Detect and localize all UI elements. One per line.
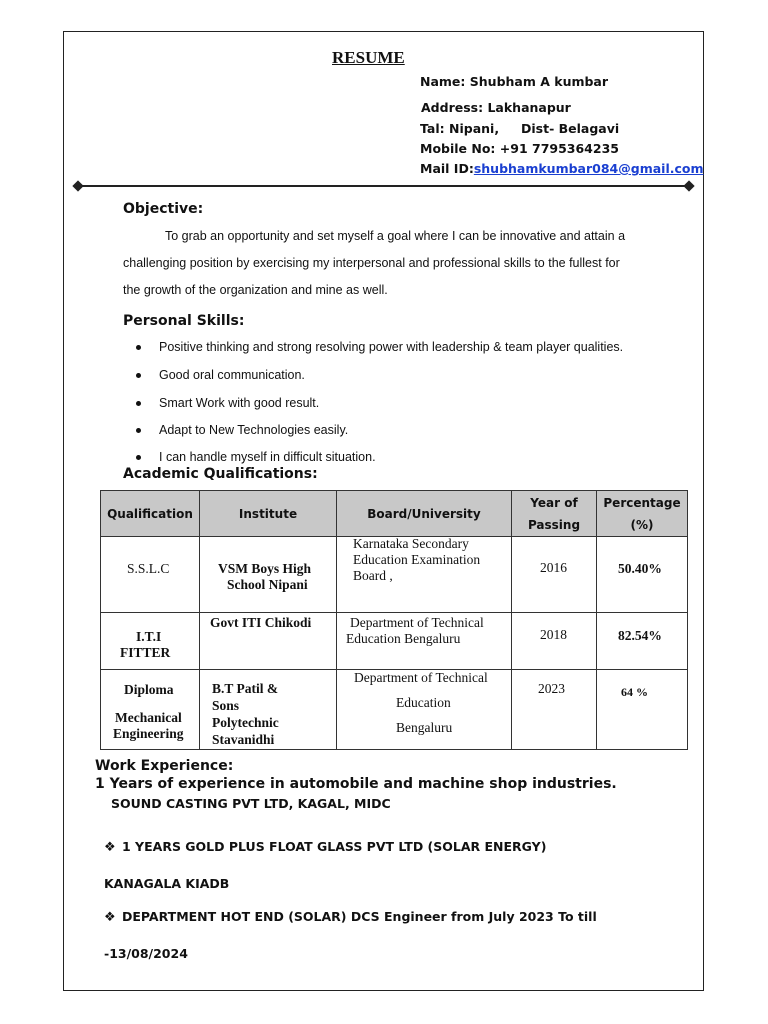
work-experience-summary: 1 Years of experience in automobile and machine shop industries.: [95, 776, 617, 792]
cell-qualification: S.S.L.C: [101, 537, 200, 613]
contact-tal: [420, 121, 499, 136]
cell-institute: VSM Boys High School Nipani: [200, 537, 337, 613]
cell-board: Department of Technical Education Bengaluru: [337, 613, 512, 670]
cell-board: Karnataka Secondary Education Examination Board ,: [337, 537, 512, 613]
company-sound-casting: SOUND CASTING PVT LTD, KAGAL, MIDC: [111, 796, 391, 811]
contact-mobile: [420, 141, 619, 156]
objective-line-2: challenging position by exercising my interpersonal and professional skills to the fullest for: [123, 256, 620, 270]
mobile-value: +91 7795364235: [499, 141, 619, 156]
cell-percentage: 50.40%: [597, 537, 688, 613]
cell-qualification: Diploma Mechanical Engineering: [101, 670, 200, 750]
header-board: Board/University: [337, 491, 512, 537]
bullet-icon: [136, 401, 141, 406]
cell-year: 2018: [512, 613, 597, 670]
contact-mail: [420, 161, 704, 176]
name-value: Shubham A kumbar: [469, 74, 609, 89]
header-qualification: Qualification: [101, 491, 200, 537]
contact-dist: [521, 121, 619, 136]
tal-value: Nipani,: [449, 121, 500, 136]
diamond-bullet-icon: ❖: [104, 910, 116, 925]
personal-skills-heading: Personal Skills:: [123, 313, 245, 329]
name-label: Name:: [420, 74, 466, 89]
work-location: KANAGALA KIADB: [104, 876, 230, 891]
dist-label: Dist-: [521, 121, 555, 136]
table-row: [101, 537, 688, 613]
objective-line-3: the growth of the organization and mine as well.: [123, 283, 388, 297]
objective-line-1: To grab an opportunity and set myself a goal where I can be innovative and attain a: [165, 229, 626, 243]
mobile-label: Mobile No:: [420, 141, 496, 156]
cell-year: 2016: [512, 537, 597, 613]
skill-item: Good oral communication.: [159, 368, 305, 382]
tal-label: Tal:: [420, 121, 445, 136]
resume-title: RESUME: [332, 48, 405, 67]
header-year: Year of Passing: [512, 491, 597, 537]
work-experience-heading: Work Experience:: [95, 758, 234, 774]
skill-item: Positive thinking and strong resolving power with leadership & team player qualities.: [159, 340, 624, 354]
address-value: Lakhanapur: [487, 100, 571, 115]
skill-item: I can handle myself in difficult situation.: [159, 450, 376, 464]
mail-label: Mail ID:: [420, 161, 474, 176]
work-end-date: -13/08/2024: [104, 946, 188, 961]
skill-item: Smart Work with good result.: [159, 396, 320, 410]
bullet-icon: [136, 373, 141, 378]
cell-percentage: 64 %: [597, 670, 688, 750]
horizontal-divider: [77, 185, 690, 187]
diamond-bullet-icon: ❖: [104, 840, 116, 855]
skill-item: Adapt to New Technologies easily.: [159, 423, 349, 437]
dist-value: Belagavi: [558, 121, 620, 136]
cell-qualification: I.T.I FITTER: [101, 613, 200, 670]
table-header-row: [101, 491, 688, 537]
cell-year: 2023: [512, 670, 597, 750]
cell-percentage: 82.54%: [597, 613, 688, 670]
cell-board: Department of Technical Education Bengaluru: [337, 670, 512, 750]
contact-address: [421, 100, 571, 115]
contact-name: [420, 74, 608, 89]
address-label: Address:: [421, 100, 484, 115]
bullet-icon: [136, 345, 141, 350]
cell-institute: B.T Patil & Sons Polytechnic Stavanidhi: [200, 670, 337, 750]
work-item-department: ❖ DEPARTMENT HOT END (SOLAR) DCS Engineer from July 2023 To till: [104, 909, 597, 925]
academic-table: [100, 490, 688, 750]
academic-heading: Academic Qualifications:: [123, 466, 318, 482]
header-institute: Institute: [200, 491, 337, 537]
bullet-icon: [136, 428, 141, 433]
work-item-gold-plus: ❖ 1 YEARS GOLD PLUS FLOAT GLASS PVT LTD (SOLAR ENERGY): [104, 839, 547, 855]
table-row: [101, 670, 688, 750]
email-link[interactable]: shubhamkumbar084@gmail.com: [473, 161, 704, 176]
objective-heading: Objective:: [123, 201, 204, 217]
bullet-icon: [136, 455, 141, 460]
table-row: [101, 613, 688, 670]
cell-institute: Govt ITI Chikodi: [200, 613, 337, 670]
header-percentage: Percentage (%): [597, 491, 688, 537]
